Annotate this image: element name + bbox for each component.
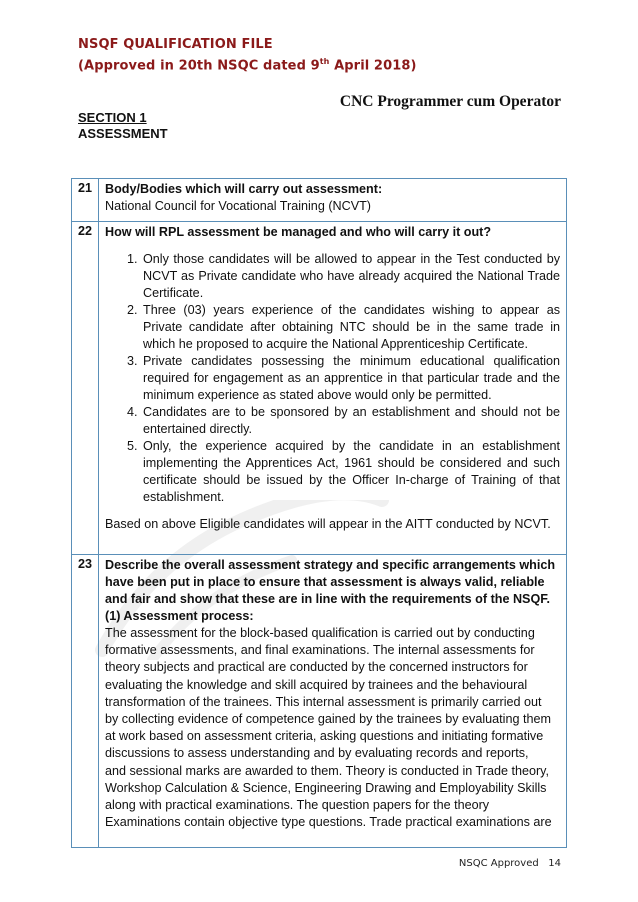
paragraph-line: theory subjects and practical are conducted by the concerned instructors for — [105, 660, 528, 675]
paragraph-line: formative assessments, and final examinations. The internal assessments for — [105, 643, 535, 658]
row-content — [99, 222, 567, 555]
paragraph-line: by collecting evidence of competence gained by the trainees by evaluating them — [105, 712, 551, 727]
section-number: SECTION 1 — [78, 110, 147, 125]
page-number: 14 — [548, 858, 561, 869]
paragraph-line: Examinations contain objective type questions. Trade practical examinations are — [105, 815, 552, 830]
section-name: ASSESSMENT — [78, 126, 168, 141]
eligibility-note: Based on above Eligible candidates will appear in the AITT conducted by NCVT. — [105, 517, 551, 531]
paragraph-line: transformation of the trainees. This internal assessment is primarily carried out — [105, 694, 542, 709]
list-item: 3. Private candidates possessing the minimum educational qualification required for engagement as an apprentice in that particular trade and the minimum experience as stated above would only be permitted. — [141, 353, 560, 404]
paragraph-line: discussions to assess understanding and by evaluating records and reports, — [105, 746, 529, 761]
list-item: 4. Candidates are to be sponsored by an establishment and should not be entertained directly. — [141, 404, 560, 438]
list-item: 2. Three (03) years experience of the candidates wishing to appear as Private candidate after obtaining NTC should be in the same trade in which he proposed to acquire the National Apprenticeship Certificate. — [141, 302, 560, 353]
row-number: 23 — [72, 555, 99, 848]
paragraph-line: and sessional marks are awarded to them. Theory is conducted in Trade theory, — [105, 763, 550, 778]
list-item: 5. Only, the experience acquired by the candidate in an establishment implementing the Apprentices Act, 1961 should be considered and such certificate should be issued by the Officer In-charge of Training of that establishment. — [141, 438, 560, 506]
list-item: 1. Only those candidates will be allowed to appear in the Test conducted by NCVT as Private candidate who have already acquired the National Trade Certificate. — [141, 251, 560, 302]
row-content — [99, 179, 567, 222]
approval-line: (Approved in 20th NSQC dated 9th April 2018) — [78, 57, 417, 74]
table-row — [72, 222, 567, 555]
row-content — [99, 555, 567, 848]
paragraph-line: The assessment for the block-based qualification is carried out by conducting — [105, 626, 535, 640]
table-row — [72, 555, 567, 848]
subject-title: CNC Programmer cum Operator — [339, 93, 561, 110]
question: Body/Bodies which will carry out assessment: — [105, 182, 383, 196]
question: How will RPL assessment be managed and who will carry it out? — [105, 225, 492, 239]
assessment-table — [71, 178, 567, 848]
row-number: 21 — [72, 179, 99, 222]
paragraph-line: along with practical examinations. The question papers for the theory — [105, 798, 490, 813]
table-row — [72, 179, 567, 222]
paragraph-line: evaluating the knowledge and skill acquired by trainees and the behavioural — [105, 677, 528, 692]
paragraph-line: at work based on assessment criteria, asking questions and initiating formative — [105, 729, 544, 744]
footer-label: NSQC Approved — [458, 858, 539, 869]
row-number: 22 — [72, 222, 99, 555]
question: Describe the overall assessment strategy and specific arrangements which have been put in place to ensure that assessment is always valid, reliable and fair and show that these are in line with the requirements of the NSQF. — [105, 558, 556, 606]
file-title: NSQF QUALIFICATION FILE — [78, 37, 273, 52]
rpl-criteria-list — [105, 251, 560, 506]
page-footer — [459, 858, 561, 869]
subheading: (1) Assessment process: — [105, 609, 254, 623]
answer: National Council for Vocational Training (NCVT) — [105, 199, 371, 213]
paragraph-line: Workshop Calculation & Science, Engineering Drawing and Employability Skills — [105, 780, 547, 795]
